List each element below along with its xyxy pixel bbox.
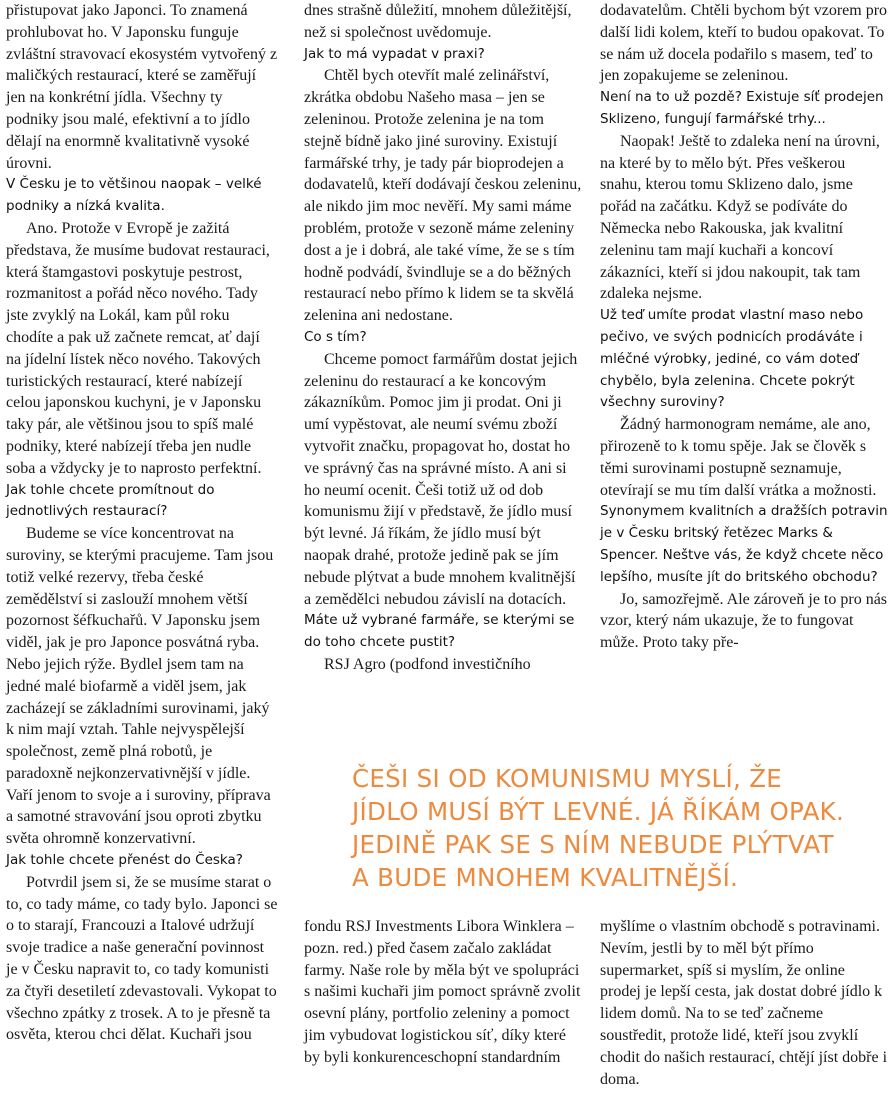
paragraph: Budeme se více koncentrovat na suroviny, se kterými pracujeme. Tam jsou totiž velké rezervy, třeba české zemědělství si zaslouží mnohem větší pozornost šéfkuchařů. V Japonsku jsem viděl, jak je pro Japonce posvátná ryba. Nebo jejich rýže. Bydlel jsem tam na jedné malé biofarmě a viděl jsem, jak zacházejí se základními surovinami, jaký k nim mají vztah. Tahle nejvyspělejší společnost, země plná robotů, je paradoxně nejkonzervativnější v jídle. Vaří jenom to svoje a i suroviny, příprava a samotné stravování jsou oproti zbytku světa ohromně konzervativní. (6, 525, 274, 848)
pull-quote: ČEŠI SI OD KOMUNISMU MYSLÍ, ŽE JÍDLO MUSÍ BÝT LEVNÉ. JÁ ŘÍKÁM OPAK. JEDINĚ PAK SE S NÍM NEBUDE PLÝTVAT A BUDE MNOHEM KVALITNĚJŠÍ. (352, 764, 845, 892)
column-3 (600, 0, 888, 654)
paragraph: Potvrdil jsem si, že se musíme starat o to, co tady máme, co tady bylo. Japonci se o to starají, Francouzi a Italové udržují svoje tradice a naše generační povinnost je v Česku napravit to, co tady komunisti za čtyři desetiletí zdevastovali. Vykopat to všechno zpátky z trosek. A to je přesně ta osvěta, kterou chci dělat. Kuchaři jsou (6, 873, 278, 1044)
column-2 (304, 0, 582, 676)
paragraph: dnes strašně důležití, mnohem důležitější, než si společnost uvědomuje. (304, 2, 572, 41)
interview-question: Co s tím? (304, 328, 367, 345)
paragraph: Naopak! Ještě to zdaleka není na úrovni, na které by to mělo být. Přes veškerou snahu, kterou tomu Sklizeno dalo, jsme pořád na začátku. Když se podíváte do Německa nebo Rakouska, jak kvalitní zeleninu tam mají kuchaři a koncoví zákazníci, kteří si jdou nakoupit, tak tam zdaleka nejsme. (600, 132, 880, 303)
interview-question: Jak tohle chcete přenést do Česka? (6, 852, 243, 869)
interview-question: Máte už vybrané farmáře, se kterými se do toho chcete pustit? (304, 612, 575, 651)
column-1 (6, 0, 278, 1046)
paragraph: přistupovat jako Japonci. To znamená prohlubovat ho. V Japonsku funguje zvláštní stravovací ekosystém vytvořený z maličkých restaurací, které se zaměřují jen na konkrétní jídla. Všechny ty podniky jsou malé, efektivní a to jídlo dělají na enormně kvalitativně vysoké úrovni. (6, 2, 278, 172)
column-3-continued (600, 916, 888, 1090)
paragraph: dodavatelům. Chtěli bychom být vzorem pro další lidi kolem, kteří to budou opakovat. To se nám už docela podařilo s masem, teď to jen zopakujeme se zeleninou. (600, 2, 888, 85)
column-2-continued (304, 916, 582, 1069)
interview-question: Jak tohle chcete promítnout do jednotlivých restaurací? (6, 481, 215, 520)
paragraph: Chtěl bych otevřít malé zelinářství, zkrátka obdobu Našeho masa – jen se zeleninou. Protože zelenina je na tom stejně bídně jako jiné suroviny. Existují farmářské trhy, je tady pár bioprodejen a dodavatelů, kteří dodávají českou zeleninu, ale nikdo jim moc nevěří. My sami máme problém, protože v sezoně máme zeleniny dost a je i dobrá, ale také víme, že se s tím hodně podvádí, švindluje se a do běžných restaurací nebo přímo k lidem se ta skvělá zelenina ani nedostane. (304, 67, 582, 325)
paragraph: Chceme pomoct farmářům dostat jejich zeleninu do restaurací a ke koncovým zákazníkům. Pomoc jim ji prodat. Oni ji umí vypěstovat, ale neumí svému zboží vytvořit značku, propagovat ho, dostat ho ve správný čas na správné místo. A ani si ho neumí ocenit. Češi totiž už od dob komunismu žijí v představě, že jídlo musí být levné. Já říkám, že jídlo musí být naopak drahé, protože jedině pak se jím nebude plýtvat a bude mnohem kvalitnější a zemědělci nebudou závislí na dotacích. (304, 350, 578, 608)
paragraph: Jo, samozřejmě. Ale zároveň je to pro nás vzor, který nám ukazuje, že to fungovat může. Proto taky pře- (600, 590, 888, 652)
interview-question: Není na to už pozdě? Existuje síť prodejen Sklizeno, fungují farmářské trhy... (600, 89, 884, 127)
paragraph: Žádný harmonogram nemáme, ale ano, přirozeně to k tomu spěje. Jak se člověk s těmi surovinami postupně seznamuje, otevírají se mu tím další vrátka a možnosti. (600, 416, 877, 499)
paragraph: Ano. Protože v Evropě je zažitá představa, že musíme budovat restauraci, která štamgastovi poskytuje pestrost, rozmanitost a pořád něco nového. Tady jste zvyklý na Lokál, kam půl roku chodíte a pak už začnete remcat, ať dají na jídelní lístek něco nového. Takových turistických restaurací, které nabízejí celou japonskou kuchyni, je v Japonsku taky pár, ale většinou jsou to spíš malé podniky, které nabízejí třeba jen nudle soba a vždycky je to naprosto perfektní. (6, 219, 270, 477)
paragraph: RSJ Agro (podfond investičního (324, 655, 531, 673)
paragraph: myšlíme o vlastním obchodě s potravinami. Nevím, jestli by to měl být přímo supermarket, spíš si myslím, že online prodej je lepší cesta, jak dostat dobré jídlo k lidem domů. Na to se teď začneme soustředit, protože lidé, kteří jsou zvyklí chodit do našich restaurací, chtějí jíst dobře i doma. (600, 918, 888, 1088)
interview-question: Synonymem kvalitních a dražších potravin je v Česku britský řetězec Marks & Spencer. Neštve vás, že když chcete něco lepšího, musíte jít do britského obchodu? (600, 503, 888, 585)
interview-question: Už teď umíte prodat vlastní maso nebo pečivo, ve svých podnicích prodáváte i mléčné výrobky, jediné, co vám doteď chybělo, byla zelenina. Chcete pokrýt všechny suroviny? (600, 307, 864, 411)
interview-question: Jak to má vypadat v praxi? (304, 45, 485, 62)
paragraph: fondu RSJ Investments Libora Winklera – pozn. red.) před časem začalo zakládat farmy. Naše role by měla být ve spolupráci s našimi kuchaři jim pomoct správně zvolit osevní plány, portfolio zeleniny a pomoct jim vybudovat logistickou síť, díky které by byli konkurenceschopní standardním (304, 918, 581, 1066)
interview-question: V Česku je to většinou naopak – velké podniky a nízká kvalita. (6, 176, 262, 215)
